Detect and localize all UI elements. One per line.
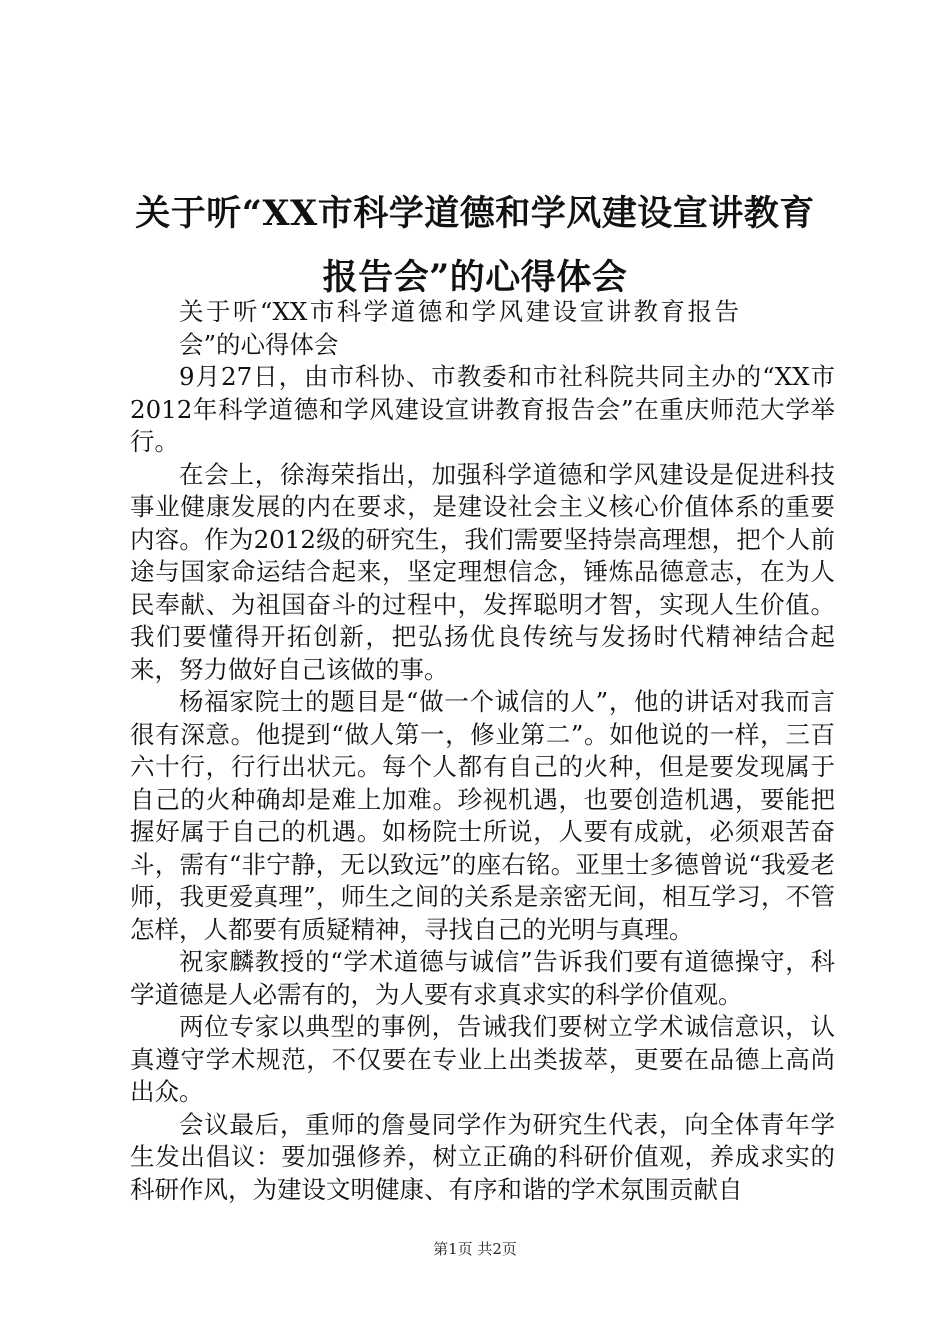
paragraph: 杨福家院士的题目是“做一个诚信的人”，他的讲话对我而言很有深意。他提到“做人第一，修业第二”。如他说的一样，三百六十行，行行出状元。每个人都有自己的火种，但是要发现属于自己的火种确却是难上加难。珍视机遇，也要创造机遇，要能把握好属于自己的机遇。如杨院士所说，人要有成就，必须艰苦奋斗，需有“非宁静，无以致远”的座右铭。亚里士多德曾说“我爱老师，我更爱真理”，师生之间的关系是亲密无间，相互学习，不管怎样，人都要有质疑精神，寻找自己的光明与真理。 [130,687,835,944]
paragraph: 祝家麟教授的“学术道德与诚信”告诉我们要有道德操守，科学道德是人必需有的，为人要有求真求实的科学价值观。 [130,947,835,1009]
paragraph: 两位专家以典型的事例，告诫我们要树立学术诚信意识，认真遵守学术规范，不仅要在专业上出类拔萃，更要在品德上高尚出众。 [130,1012,835,1106]
document-subtitle: 关于听“XX市科学道德和学风建设宣讲教育报告会”的心得体会 [179,297,739,359]
document-body [130,296,835,1206]
paragraph: 9月27日，由市科协、市教委和市社科院共同主办的“XX市2012年科学道德和学风建设宣讲教育报告会”在重庆师范大学举行。 [130,362,835,456]
page-footer: 第1页 共2页 [433,1240,517,1258]
paragraph: 在会上，徐海荣指出，加强科学道德和学风建设是促进科技事业健康发展的内在要求，是建设社会主义核心价值体系的重要内容。作为2012级的研究生，我们需要坚持崇高理想，把个人前途与国家命运结合起来，坚定理想信念，锤炼品德意志，在为人民奉献、为祖国奋斗的过程中，发挥聪明才智，实现人生价值。我们要懂得开拓创新，把弘扬优良传统与发扬时代精神结合起来，努力做好自己该做的事。 [130,459,835,684]
paragraph: 会议最后，重师的詹曼同学作为研究生代表，向全体青年学生发出倡议：要加强修养，树立正确的科研价值观，养成求实的科研作风，为建设文明健康、有序和谐的学术氛围贡献自 [130,1109,835,1204]
document-title: 关于听“XX市科学道德和学风建设宣讲教育报告会”的心得体会 [135,193,815,298]
